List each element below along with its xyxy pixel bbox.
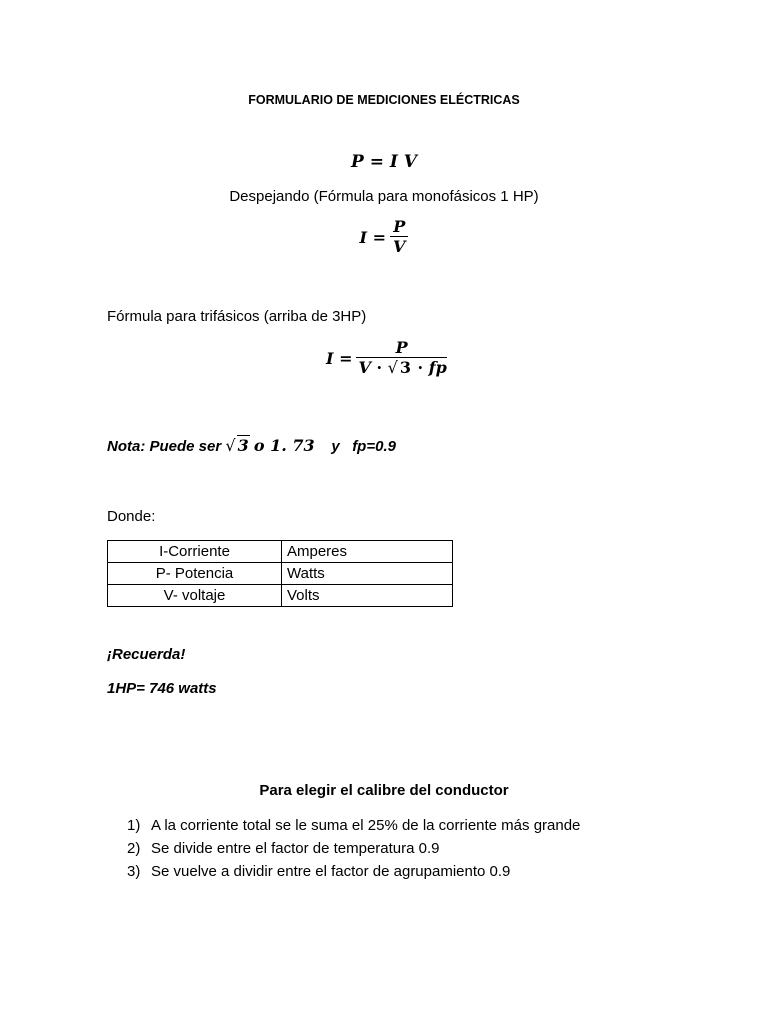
list-item	[127, 816, 580, 839]
formula-power-current: I	[389, 152, 398, 172]
step-text: Se vuelve a dividir entre el factor de agrupamiento 0.9	[151, 863, 511, 880]
table-row	[108, 541, 453, 563]
formula-mono-lhs-group	[360, 228, 386, 247]
formula-tri-dot-1: ·	[376, 358, 383, 378]
formula-tri-equals: =	[339, 348, 353, 368]
formula-tri-den-voltage: V	[358, 358, 371, 378]
sqrt-symbol: √ 3	[387, 358, 411, 378]
formula-power-equals: =	[369, 152, 384, 172]
monophase-label: Despejando (Fórmula para monofásicos 1 HP)	[229, 188, 539, 205]
where-label: Donde:	[107, 508, 156, 525]
table-cell-symbol: P- Potencia	[108, 563, 282, 585]
table-cell-unit: Amperes	[282, 541, 453, 563]
formula-tri-lhs-group	[326, 349, 352, 368]
formula-mono-fraction	[390, 218, 408, 257]
step-number: 2)	[127, 840, 141, 857]
variables-table	[107, 540, 453, 607]
note-alternative: o 1. 73	[253, 436, 315, 455]
list-item	[127, 862, 580, 885]
formula-mono-numerator: P	[393, 217, 406, 236]
formula-tri-radicand: 3	[399, 358, 411, 378]
hp-equivalence: 1HP= 746 watts	[107, 680, 217, 697]
formula-power-lhs: P	[351, 152, 364, 172]
note	[107, 436, 396, 455]
table-cell-symbol: I-Corriente	[108, 541, 282, 563]
table-row	[108, 585, 453, 607]
formula-tri-numerator: P	[395, 338, 408, 357]
formula-tri-lhs: I	[326, 348, 334, 368]
step-text: Se divide entre el factor de temperatura 0.9	[151, 840, 440, 857]
conductor-steps-list	[127, 816, 580, 885]
formula-tri-denominator	[356, 357, 446, 377]
table-cell-unit: Watts	[282, 563, 453, 585]
formula-power-voltage: V	[403, 152, 417, 172]
formula-power	[0, 152, 768, 172]
table-cell-unit: Volts	[282, 585, 453, 607]
note-suffix: y fp=0.9	[331, 438, 396, 455]
list-item	[127, 839, 580, 862]
reminder: ¡Recuerda!	[107, 646, 186, 663]
formula-mono-equals: =	[372, 227, 387, 247]
formula-monophase	[0, 218, 768, 257]
formula-tri-fraction	[356, 339, 446, 378]
conductor-title: Para elegir el calibre del conductor	[259, 782, 509, 799]
note-sqrt: √ 3	[225, 436, 249, 455]
step-number: 1)	[127, 817, 141, 834]
document-title: FORMULARIO DE MEDICIONES ELÉCTRICAS	[248, 93, 520, 107]
step-number: 3)	[127, 863, 141, 880]
note-prefix: Nota: Puede ser	[107, 438, 222, 455]
formula-tri-power-factor: fp	[428, 358, 447, 378]
step-text: A la corriente total se le suma el 25% de la corriente más grande	[151, 817, 581, 834]
triphase-label: Fórmula para trifásicos (arriba de 3HP)	[107, 308, 367, 325]
table-row	[108, 563, 453, 585]
table-cell-symbol: V- voltaje	[108, 585, 282, 607]
formula-tri-dot-2: ·	[417, 358, 424, 378]
formula-mono-lhs: I	[359, 227, 368, 247]
note-radicand: 3	[237, 436, 249, 455]
formula-mono-denominator: V	[390, 236, 408, 256]
formula-triphase	[326, 339, 447, 378]
